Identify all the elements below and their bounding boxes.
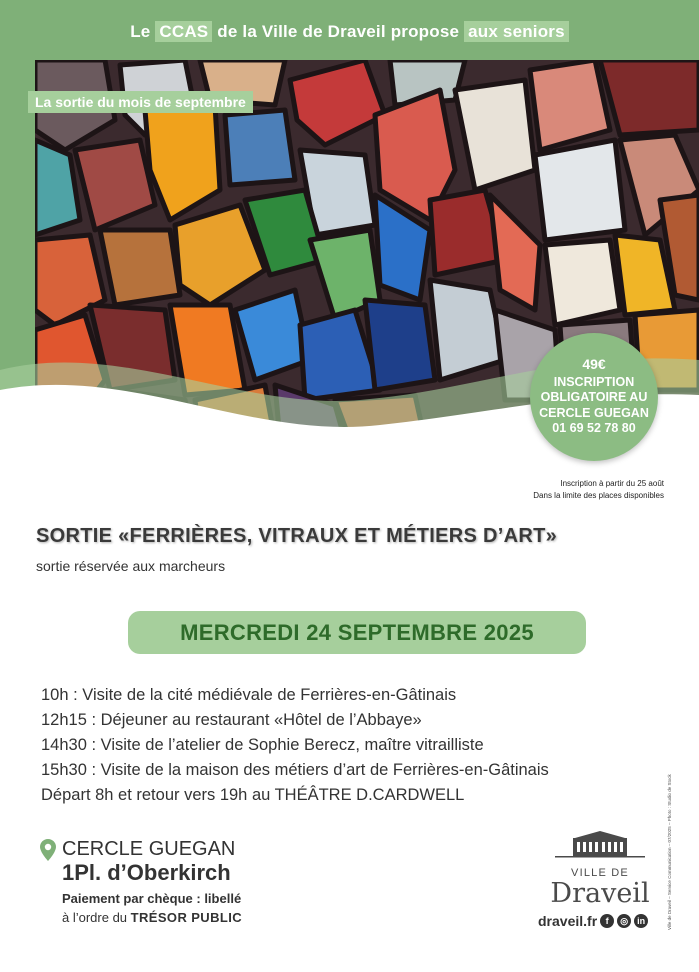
month-tag: La sortie du mois de septembre (28, 91, 253, 113)
header-seniors: aux seniors (464, 21, 569, 42)
registration-note (533, 478, 664, 502)
program-item: 10h : Visite de la cité médiévale de Ferrières-en-Gâtinais (41, 686, 457, 704)
payment-line2 (62, 910, 242, 925)
header-ccas: CCAS (155, 21, 212, 42)
logo-ville-de: VILLE DE (571, 867, 629, 879)
header-banner (0, 22, 699, 42)
website-link[interactable]: draveil.fr (538, 913, 598, 929)
credits-text: Ville de Draveil – Service Communication – 07/2025 – Photo : Studio de Stock (667, 774, 672, 930)
linkedin-icon[interactable]: in (634, 914, 648, 928)
website-footer (538, 913, 648, 929)
event-subtitle: sortie réservée aux marcheurs (36, 558, 226, 574)
program-item: 14h30 : Visite de l’atelier de Sophie Berecz, maître vitrailliste (41, 736, 484, 754)
payment-payee: TRÉSOR PUBLIC (130, 910, 243, 925)
event-title: SORTIE «FERRIÈRES, VITRAUX ET MÉTIERS D’ART» (36, 525, 558, 547)
price-line1: INSCRIPTION (553, 374, 635, 389)
price-amount: 49€ (582, 356, 606, 373)
note-line2: Dans la limite des places disponibles (533, 491, 664, 500)
facebook-icon[interactable]: f (600, 914, 614, 928)
draveil-logo (540, 830, 660, 909)
map-pin-icon (40, 839, 56, 861)
instagram-icon[interactable]: ◎ (617, 914, 631, 928)
event-date: MERCREDI 24 SEPTEMBRE 2025 (128, 611, 586, 654)
program-item: 15h30 : Visite de la maison des métiers d’art de Ferrières-en-Gâtinais (41, 761, 549, 779)
note-line1: Inscription à partir du 25 août (560, 479, 664, 488)
program-item: 12h15 : Déjeuner au restaurant «Hôtel de l’Abbaye» (41, 711, 422, 729)
payment-line1: Paiement par chèque : libellé (62, 891, 242, 906)
venue-name: CERCLE GUEGAN (62, 838, 236, 860)
price-line3: CERCLE GUEGAN (539, 405, 649, 420)
program-list (41, 683, 549, 808)
town-hall-icon (555, 830, 645, 858)
price-badge (530, 333, 658, 461)
price-phone: 01 69 52 78 80 (552, 421, 636, 436)
price-line2: OBLIGATOIRE AU (540, 390, 648, 405)
header-part1: Le (130, 22, 156, 41)
program-item: Départ 8h et retour vers 19h au THÉÂTRE D.CARDWELL (41, 786, 465, 804)
logo-draveil: Draveil (550, 878, 650, 909)
header-part2: de la Ville de Draveil propose (212, 22, 465, 41)
payment-line2-text: à l’ordre du (62, 910, 131, 925)
venue-address: 1Pl. d’Oberkirch (62, 860, 231, 885)
